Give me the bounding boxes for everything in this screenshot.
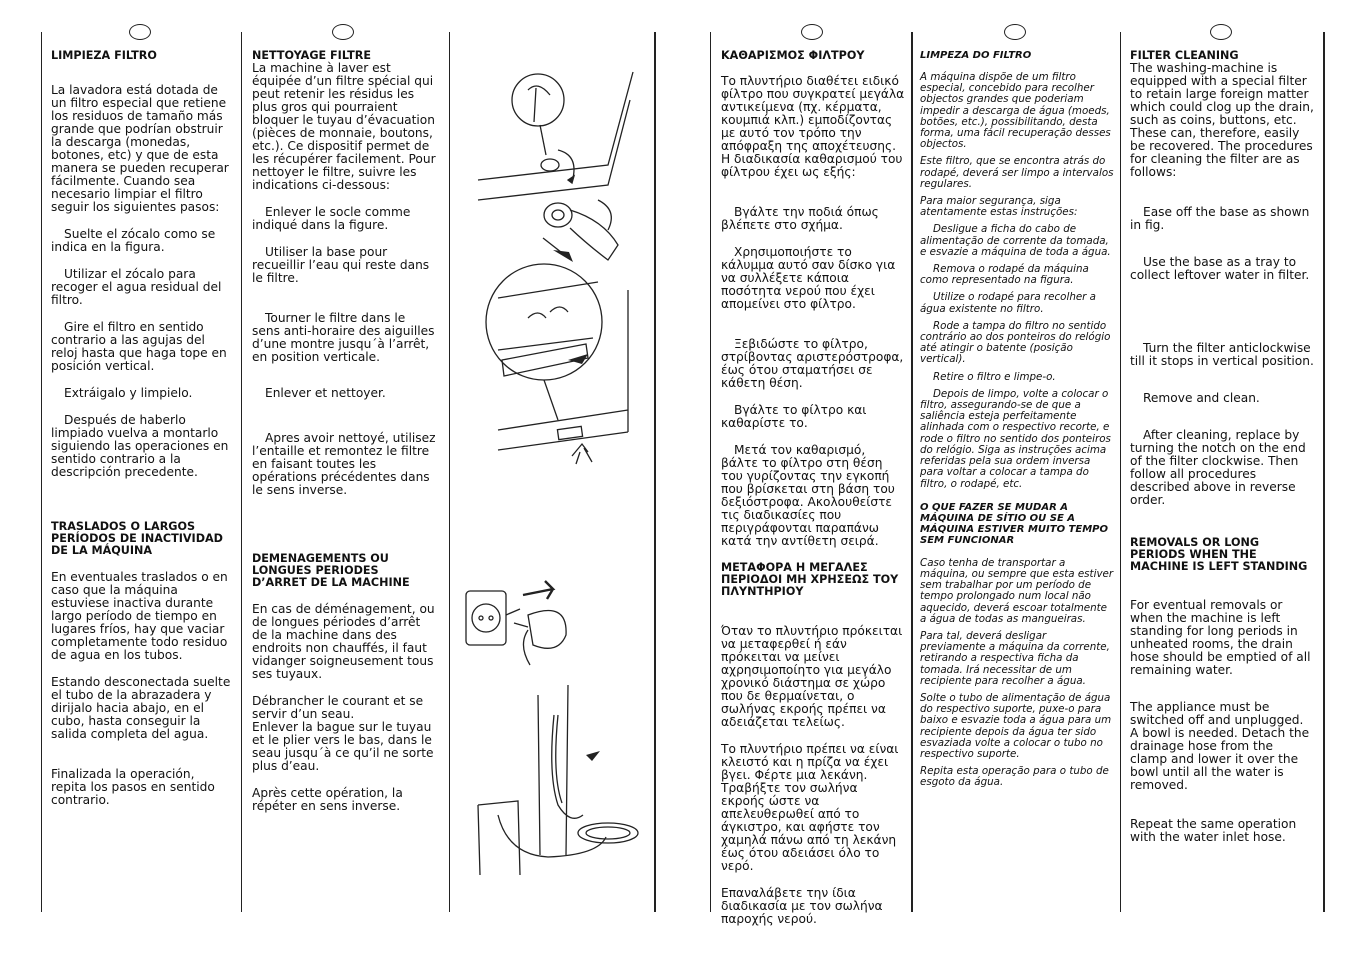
section-heading: LIMPEZA DO FILTRO — [920, 50, 1032, 61]
portuguese-column — [920, 50, 1114, 789]
step-text: Apres avoir nettoyé, utilisez l’entaille et remontez le filtre en faisant toutes les opérations précédentes dans le sens inverse. — [252, 431, 436, 497]
step-text: Tourner le filtre dans le sens anti-horaire des aiguilles d’une montre jusqu´à l’arrêt, en position verticale. — [252, 311, 435, 364]
section-heading: REMOVALS OR LONG PERIODS WHEN THE MACHINE IS LEFT STANDING — [1130, 536, 1308, 573]
step-text: Rode a tampa do filtro no sentido contrário ao dos ponteiros do relógio até atingir o batente (posição vertical). — [920, 319, 1111, 366]
paragraph: The washing-machine is equipped with a special filter to retain large foreign matter which could clog up the drain, such as coins, buttons, etc. These can, therefore, easily be recovered. The procedures for cleaning the filter are as follows: — [1130, 61, 1314, 179]
section-heading: FILTER CLEANING — [1130, 49, 1239, 62]
language-marker-circle — [1210, 24, 1232, 40]
filter-steps-drawing — [458, 60, 648, 480]
paragraph: En eventuales traslados o en caso que la máquina estuviese inactiva durante largo período de tiempo en lugares fríos, hay que vaciar completamente todo residuo de agua en los tubos. — [51, 570, 228, 662]
step-text: Utiliser la base pour recueillir l’eau qui reste dans le filtre. — [252, 245, 430, 285]
step-text: Μετά τον καθαρισμό, βάλτε το φίλτρο στη θέση του γυρίζοντας την εγκοπή που βρίσκεται στη βάση του δεξιόστροφα. Ακολουθείστε τις διαδικασίες που περιγράφονται παραπάνω κατά την αντίθετη σειρά. — [721, 443, 895, 548]
paragraph: Débrancher le courant et se servir d’un seau. — [252, 694, 424, 721]
step-text: Χρησιμοποιήστε το κάλυμμα αυτό σαν δίσκο για να συλλέξετε κάποια ποσότητα νερού που έχει απομείνει στο φίλτρο. — [721, 245, 896, 311]
paragraph: La lavadora está dotada de un filtro especial que retiene los residuos de tamaño más grande que podrían obstruir la descarga (monedas, botones, etc) y que de esta manera se pueden recuperar fácilmente. Cuando sea necesario limpiar el filtro seguir los siguientes pasos: — [51, 83, 229, 214]
step-text: Utilize o rodapé para recolher a água existente no filtro. — [920, 291, 1096, 315]
paragraph: Estando desconectada suelte el tubo de la abrazadera y dirijalo hacia abajo, en el cubo, hasta conseguir la salida completa del agua. — [51, 675, 231, 741]
step-text: Desligue a ficha do cabo de alimentação de corrente da tomada, e esvazie a máquina de toda a água. — [920, 223, 1111, 258]
paragraph: Finalizada la operación, repita los pasos en sentido contrario. — [51, 767, 215, 807]
drain-hose-illustration — [458, 575, 648, 875]
page-fold-rule — [654, 32, 656, 912]
step-text: After cleaning, replace by turning the notch on the end of the filter clockwise. Then follow all procedures described above in reverse order. — [1130, 428, 1306, 507]
step-text: Depois de limpo, volte a colocar o filtro, assegurando-se de que a saliência esteja perfeitamente alinhada com o respectivo recorte, e rode o filtro no sentido dos ponteiros do relógio. Siga as instruções acima referidas pela sua ordem inversa para voltar a colocar a tampa do filtro, o rodapé, etc. — [920, 387, 1111, 490]
column-rule — [241, 32, 242, 912]
step-text: Ξεβιδώστε το φίλτρο, στρίβοντας αριστερόστροφα, έως ότου σταματήσει σε κάθετη θέση. — [721, 337, 904, 390]
filter-removal-illustration — [458, 60, 648, 480]
column-rule — [449, 32, 450, 912]
paragraph: For eventual removals or when the machine is left standing for long periods in unheated rooms, the drain hose should be emptied of all remaining water. — [1130, 598, 1311, 677]
column-rule — [1120, 32, 1121, 912]
paragraph: Caso tenha de transportar a máquina, ou sempre que esta estiver sem trabalhar por um período de tempo prolongado num local não aquecido, deverá escoar totalmente a água de todas as mangueiras. — [920, 556, 1114, 625]
section-heading: TRASLADOS O LARGOS PERÍODOS DE INACTIVIDAD DE LA MÁQUINA — [51, 520, 223, 557]
section-heading: ΚΑΘΑΡΙΣΜΟΣ ΦΙΛΤΡΟΥ — [721, 49, 865, 62]
step-text: Extráigalo y limpielo. — [64, 386, 193, 400]
english-column — [1130, 50, 1314, 844]
column-rule — [911, 32, 913, 912]
step-text: Remova o rodapé da máquina como representado na figura. — [920, 263, 1089, 287]
step-text: Βγάλτε την ποδιά όπως βλέπετε στο σχήμα. — [721, 205, 879, 232]
section-heading: LIMPIEZA FILTRO — [51, 49, 157, 62]
paragraph: Επαναλάβετε την ίδια διαδικασία με τον σωλήνα παροχής νερού. — [721, 886, 883, 926]
language-marker-circle — [1004, 24, 1026, 40]
step-text: Remove and clean. — [1143, 391, 1260, 405]
paragraph: Para tal, deverá desligar previamente a máquina da corrente, retirando a respectiva ficha da tomada. Irá necessitar de um recipiente para recolher a água. — [920, 629, 1110, 687]
column-rule — [710, 32, 711, 912]
paragraph: Το πλυντήριο διαθέτει ειδικό φίλτρο που συγκρατεί μεγάλα αντικείμενα (πχ. κέρματα, κουμπιά κλπ.) εμποδίζοντας με αυτό τον τρόπο την απόφραξη της αποχέτευσης. Η διαδικασία καθαρισμού του φίλτρου έχει ως εξής: — [721, 74, 905, 179]
section-heading: O QUE FAZER SE MUDAR A MÁQUINA DE SÍTIO OU SE A MÁQUINA ESTIVER MUITO TEMPO SEM FUNCIONAR — [920, 501, 1108, 546]
paragraph: Solte o tubo de alimentação de água do respectivo suporte, puxe-o para baixo e esvazie toda a água para um recipiente depois da água ter sido esvaziada volte a colocar o tubo no respectivo suporte. — [920, 691, 1112, 760]
paragraph: Enlever la bague sur le tuyau et le plier vers le bas, dans le seau jusqu´à ce qu’il ne sorte plus d’eau. — [252, 720, 434, 773]
step-text: Use the base as a tray to collect leftover water in filter. — [1130, 255, 1310, 282]
paragraph: The appliance must be switched off and unplugged. A bowl is needed. Detach the drainage hose from the clamp and lower it over the bowl until all the water is removed. — [1130, 700, 1310, 792]
section-heading: ΜΕΤΑΦΟΡΑ Η ΜΕΓΑΛΕΣ ΠΕΡΙΟΔΟΙ ΜΗ ΧΡΗΣΕΩΣ ΤΟΥ ΠΛΥΝΤΗΡΙΟΥ — [721, 561, 899, 598]
paragraph: Repeat the same operation with the water inlet hose. — [1130, 817, 1297, 844]
step-text: Utilizar el zócalo para recoger el agua residual del filtro. — [51, 267, 222, 307]
paragraph: Όταν το πλυντήριο πρόκειται να μεταφερθεί ή εάν πρόκειται να μείνει αχρησιμοποίητο για μεγάλο χρονικό διάστημα σε χώρο που δε θερμαίνεται, ο σωλήνας εκροής πρέπει να αδειάζεται τελείως. — [721, 624, 903, 729]
step-text: Gire el filtro en sentido contrario a las agujas del reloj hasta que haga tope en posición vertical. — [51, 320, 227, 373]
column-rule — [41, 32, 42, 912]
french-column — [252, 50, 436, 813]
language-marker-circle — [332, 24, 354, 40]
paragraph: Para maior segurança, siga atentamente estas instruções: — [920, 195, 1078, 219]
language-marker-circle — [129, 24, 151, 40]
section-heading: NETTOYAGE FILTRE — [252, 49, 372, 62]
paragraph: A máquina dispõe de um filtro especial, concebido para recolher objectos grandes que poderiam impedir a descarga de água (moeds, botões, etc.), possibilitando, desta forma, uma fácil recuperação desses objectos. — [920, 71, 1111, 151]
step-text: Enlever le socle comme indiqué dans la figure. — [252, 205, 411, 232]
language-marker-circle — [801, 24, 823, 40]
greek-column — [721, 50, 905, 926]
step-text: Turn the filter anticlockwise till it stops in vertical position. — [1130, 341, 1314, 368]
step-text: Retire o filtro e limpe-o. — [933, 370, 1056, 383]
spanish-column — [51, 50, 233, 807]
step-text: Después de haberlo limpiado vuelva a montarlo siguiendo las operaciones en sentido contrario a la descripción precedente. — [51, 413, 229, 479]
paragraph: La machine à laver est équipée d’un filtre spécial qui peut retenir les résidus les plus gros qui pourraient bloquer le tuyau d’évacuation (pièces de monnaie, boutons, etc.). Ce dispositif permet de les récupérer facilement. Pour nettoyer le filtre, suivre les indications ci-dessous: — [252, 61, 436, 192]
step-text: Βγάλτε το φίλτρο και καθαρίστε το. — [721, 403, 867, 430]
hose-draining-drawing — [458, 575, 648, 875]
section-heading: DEMENAGEMENTS OU LONGUES PERIODES D’ARRET DE LA MACHINE — [252, 552, 410, 589]
paragraph: Este filtro, que se encontra atrás do rodapé, deverá ser limpo a intervalos regulares. — [920, 155, 1114, 190]
paragraph: En cas de déménagement, ou de longues périodes d’arrêt de la machine dans des endroits non chauffés, il faut vidanger soigneusement tous ses tuyaux. — [252, 602, 435, 681]
step-text: Ease off the base as shown in fig. — [1130, 205, 1310, 232]
paragraph: Après cette opération, la répéter en sens inverse. — [252, 786, 403, 813]
column-rule — [1323, 32, 1325, 912]
step-text: Enlever et nettoyer. — [265, 386, 386, 400]
paragraph: Repita esta operação para o tubo de esgoto da água. — [920, 765, 1109, 789]
paragraph: Το πλυντήριο πρέπει να είναι κλειστό και η πρίζα να έχει βγει. Φέρτε μια λεκάνη. Τραβήξτε τον σωλήνα εκροής ώστε να απελευθερωθεί από το άγκιστρο, και αφήστε τον χαμηλά πάνω από τη λεκάνη έως ότου αδειάσει όλο το νερό. — [721, 742, 899, 873]
step-text: Suelte el zócalo como se indica en la figura. — [51, 227, 216, 254]
